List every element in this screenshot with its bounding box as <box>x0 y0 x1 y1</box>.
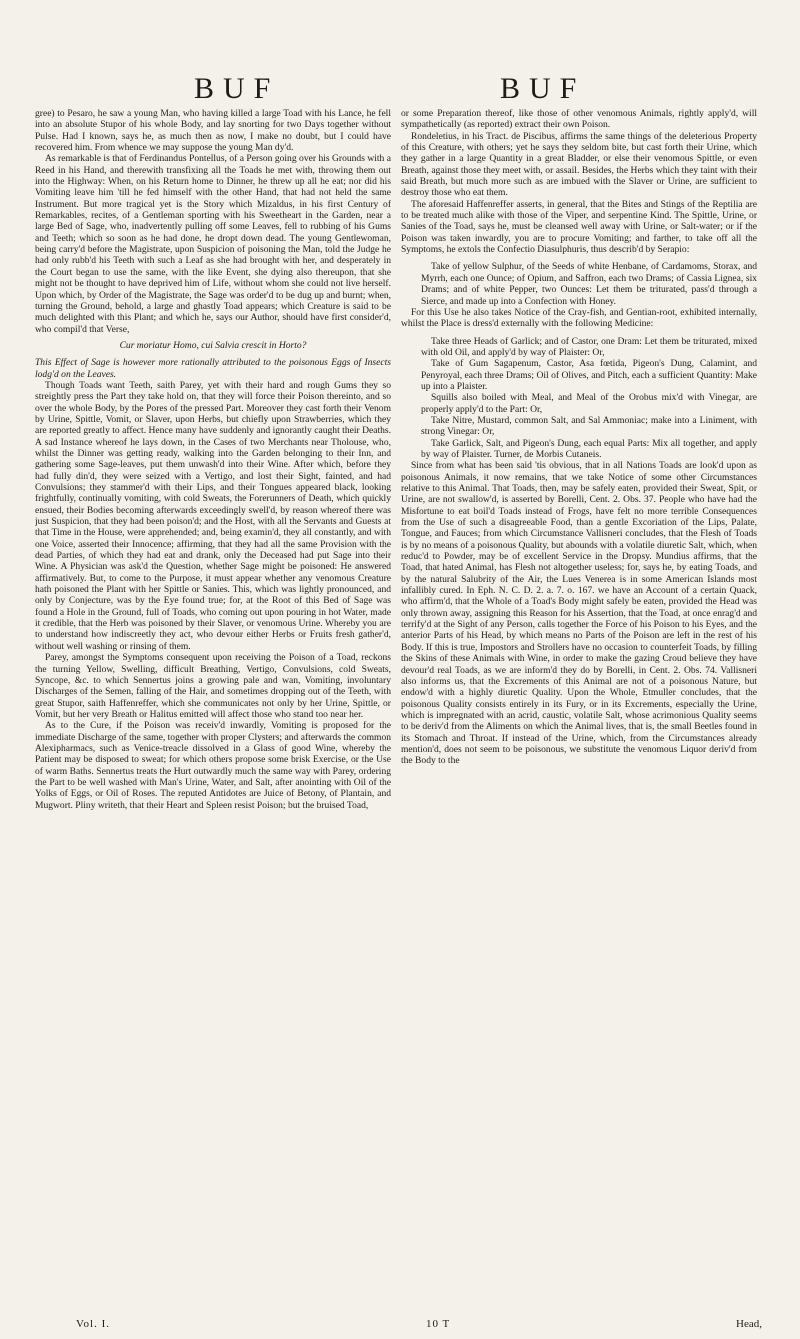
recipe: Take of Gum Sagapenum, Castor, Asa fœtida, Pigeon's Dung, Calamint, and Penyroyal, each three Drams; Oil of Olives, and Pitch, each a sufficient Quantity: Make up into a Plaister. <box>421 358 757 392</box>
running-head-left: BUF <box>194 72 280 105</box>
paragraph: The aforesaid Haffenreffer asserts, in general, that the Bites and Stings of the Reptilia are to be treated much alike with those of the Viper, and serpentine Kind. The Spittle, Urine, or Sanies of the Toad, says he, must be cleansed well away with Urine, or Salt-water; or if the Poison was taken inwardly, you are to procure Vomiting; and farther, to take off all the Symptoms, he extols the Confectio Diasulphuris, thus describ'd by Serapio: <box>401 198 757 256</box>
paragraph: As to the Cure, if the Poison was receiv'd inwardly, Vomiting is proposed for the immediate Discharge of the same, together with proper Clysters; and afterwards the common Alexipharmacs, such as Venice-treacle dissolved in a Glass of good Wine, whereby the Patient may be disposed to sweat; for which others propose some brisk Exercise, or the Use of warm Baths. Sennertus treats the Hurt outwardly much the same way with Parey, ordering the Part to be well washed with Man's Urine, Water, and Salt, after anointing with Oil of the Yolks of Eggs, or Oil of Roses. The reputed Antidotes are Juice of Betony, of Plantain, and Mugwort. Pliny writeth, that their Heart and Spleen resist Poison; but the bruised Toad, <box>35 720 391 811</box>
catchword: Head, <box>736 1318 762 1330</box>
left-column <box>35 108 391 1308</box>
paragraph: gree) to Pesaro, he saw a young Man, who having killed a large Toad with his Lance, he fell into an absolute Stupor of his whole Body, and lay snorting for two Days together without Pulse. Had I known, says he, as much then as now, I make no doubt, but I could have recovered him. From whence we may suppose the young Man dy'd. <box>35 108 391 154</box>
paragraph: Parey, amongst the Symptoms consequent upon receiving the Poison of a Toad, reckons the turning Yellow, Swelling, difficult Breathing, Vertigo, Convulsions, cold Sweats, Syncope, &c. to which Sennertus joins a growing pale and wan, Vomiting, involuntary Discharges of the Semen, falling of the Hair, and sometimes dropping out of the Teeth, with great Stupor, saith Haffenreffer, which she communicates not only by her Urine, Spittle, or Vomit, but her very Breath or Halitus emitted will affect those who stand too near her. <box>35 652 391 720</box>
paragraph: or some Preparation thereof, like those of other venomous Animals, rightly apply'd, will sympathetically (as reported) extract their own Poison. <box>401 108 757 131</box>
paragraph: Though Toads want Teeth, saith Parey, yet with their hard and rough Gums they so streightly press the Part they take hold on, that they will force their Poison thereinto, and so over the whole Body, by the Pores of the pressed Part. Moreover they cast forth their Venom by Urine, Spittle, Vomit, or Slaver, upon Herbs, but chiefly upon Strawberries, which they are reported greatly to affect. Hence many have suddenly and ignorantly caught their Deaths. A sad Instance whereof he lays down, in the Cases of two Merchants near Tholouse, who, whilst the Dinner was getting ready, walking into the Garden belonging to their Inn, and gathering some Sage-leaves, put them unwash'd into their Wine. After which, before they had fully din'd, they were seized with a Vertigo, and lost their Sight, fainted, and had Convulsions; they stammer'd with their Lips, and their Tongues appeared black, looking frightfully, continually vomiting, with cold Sweats, the Forerunners of Death, which quickly ensued, their Bodies becoming afterwards exceedingly swell'd, by reason whereof there was just Suspicion, that they had been poison'd; and the Host, with all the Servants and Guests at that Time in the House, were apprehended; and, being examin'd, they all constantly, and with one Voice, asserted their Innocence; affirming, that they had all the same Provision with the dead Parties, of which they had eat and drank, only the Deceased had put Sage into their Wine. A Physician was ask'd the Question, whether Sage might be poisoned: He answered affirmatively. But, to come to the Purpose, it must appear whether any venomous Creature hath poisoned the Plant with her Spittle or Sanies. This, which was lightly pronounced, and only by Conjecture, was by the Eye found true; for, at the Root of this Bed of Sage was found a Hole in the Ground, full of Toads, who coming out upon pouring in hot Water, made it credible, that the Herb was poisoned by their Slaver, or venomous Urine. Whereby you are to understand how indiscreetly they act, who devour either Herbs or Fruits fresh gather'd, without well washing or rinsing of them. <box>35 379 391 652</box>
recipe-block <box>401 336 757 461</box>
recipe: Take three Heads of Garlick; and of Castor, one Dram: Let them be triturated, mixed with old Oil, and apply'd by way of Plaister: Or, <box>421 335 757 358</box>
recipe: Take Garlick, Salt, and Pigeon's Dung, each equal Parts: Mix all together, and apply by way of Plaister. Turner, de Morbis Cutaneis. <box>421 437 757 460</box>
paragraph: For this Use he also takes Notice of the Cray-fish, and Gentian-root, exhibited internally, whilst the Place is dress'd externally with the following Medicine: <box>401 306 757 330</box>
page-footer <box>0 1318 800 1334</box>
recipe: Take Nitre, Mustard, common Salt, and Sal Ammoniac; make into a Liniment, with strong Vinegar: Or, <box>421 414 757 438</box>
italic-note: This Effect of Sage is however more rationally attributed to the poisonous Eggs of Insects lodg'd on the Leaves. <box>35 357 391 380</box>
recipe-block <box>401 261 757 306</box>
paragraph: As remarkable is that of Ferdinandus Pontellus, of a Person going over his Grounds with a Reed in his Hand, and therewith transfixing all the Toads he met with, throwing them out into the Highway: When, on his Return home to Dinner, he threw up all he eat; nor did his Vomiting leave him 'till he fed himself with the other Hand, that had not held the same Instrument. But more tragical yet is the Story which Mizaldus, in his first Century of Remarkables, recites, of a Gentleman sporting with his Sweetheart in the Garden, near a large Bed of Sage, who, inadvertently pulling off some Leaves, fell to rubbing of his Gums and Teeth; which so soon as he had done, he dropt down dead. The young Gentlewoman, being carry'd before the Magistrate, upon Suspicion of poisoning the Man, told the Judge he had only rubb'd his Teeth with such a Leaf as she had brought with her, and desperately in the Court began to use the same, with the like Event, she dying also thereupon, that she might not be thought to have deprived him of Life, without whom she could not live herself. Upon which, by Order of the Magistrate, the Sage was order'd to be dug up and burnt; when, turning the Ground, behold, a large and ghastly Toad appears; which Creature is said to be much delighted with this Plant; and which he, says our Author, should have first consider'd, who compil'd that Verse, <box>35 153 391 335</box>
right-column <box>401 108 757 1308</box>
latin-verse: Cur moriatur Homo, cui Salvia crescit in Horto? <box>119 339 307 351</box>
running-head-right: BUF <box>500 72 586 105</box>
recipe: Take of yellow Sulphur, of the Seeds of white Henbane, of Cardamoms, Storax, and Myrrh, each one Ounce; of Opium, and Saffron, each two Drams; of Cassia Lignea, six Drams; and of white Pepper, two Ounces: Let them be triturated, pass'd through a Sierce, and made up into a Confection with Honey. <box>421 261 757 307</box>
recipe: Squills also boiled with Meal, and Meal of the Orobus mix'd with Vinegar, are properly apply'd to the Part: Or, <box>421 392 757 415</box>
paragraph: Rondeletius, in his Tract. de Piscibus, affirms the same things of the deleterious Property of this Creature, with others; yet he says they seldom bite, but cast forth their Urine, which they gather in a large Quantity in a great Bladder, or else their venomous Spittle, or even Breath, against those they meet with, or assail. Besides, the Herbs which they taint with their said Breath, but much more such as are imbued with the Slaver or Urine, are sufficient to destroy those who eat them. <box>401 130 757 199</box>
signature-mark: 10 T <box>426 1318 451 1330</box>
running-head <box>0 72 800 106</box>
paragraph: Since from what has been said 'tis obvious, that in all Nations Toads are look'd upon as poisonous Animals, it now remains, that we take Notice of some other Circumstances relative to this Animal. That Toads, then, may be safely eaten, provided their Sweat, Spit, or Urine, are not swallow'd, is asserted by Borelli, Cent. 2. Obs. 37. People who have had the Misfortune to eat boil'd Toads instead of Frogs, have felt no more terrible Consequences from the Use of such a disagreeable Food, than a gentle Excoriation of the Lips, Palate, Tongue, and Fauces; from which Circumstance Vallisneri concludes, that the Flesh of Toads is by no means of a poisonous Quality, but abounds with a volatile diuretic Salt, which, when reduc'd to Powder, may be of excellent Service in the Dropsy. Mundius affirms, that the Toad, that hated Animal, has Flesh not altogether useless; for, says he, by eating Toads, and by the natural Salubrity of the Air, the Lues Venerea is in some American Islands most infallibly cured. In Eph. N. C. D. 2. a. 7. o. 167. we have an Account of a certain Quack, who affirm'd, that the Whole of a Toad's Body might safely be eaten, provided the Head was only thrown away, assigning this Reason for his Assertion, that the Toad, at once enrag'd and terrify'd at the Sight of any Person, calls together the Force of his Poison to his Eyes, and the anterior Parts of his Head, by which means no Parts of the Poison are left in the rest of his Body. If this is true, Impostors and Strollers have no occasion to counterfeit Toads, by filling the Skins of these Animals with Wine, in order to make the gazing Croud believe they have devour'd real Toads, as we are inform'd they do by Borelli, in Cent. 2. Obs. 74. Vallisneri also informs us, that the Excrements of this Animal are not of a poisonous Nature, but endow'd with a highly diuretic Quality. Upon the Whole, Etmuller concludes, that the poisonous Quality consists entirely in its Fury, or in its Excrements, especially the Urine, which is impregnated with an acrid, caustic, volatile Salt, whose acrimonious Quality seems to be deriv'd from the Aliments on which the Animal lives, that is, the small Beetles found in its Stomach and Throat. If instead of the Urine, which, from the Circumstances already mention'd, does not seem to be poisonous, we substitute the venomous Liquor deriv'd from the Body to the <box>401 460 757 767</box>
volume-number: Vol. I. <box>76 1318 110 1330</box>
